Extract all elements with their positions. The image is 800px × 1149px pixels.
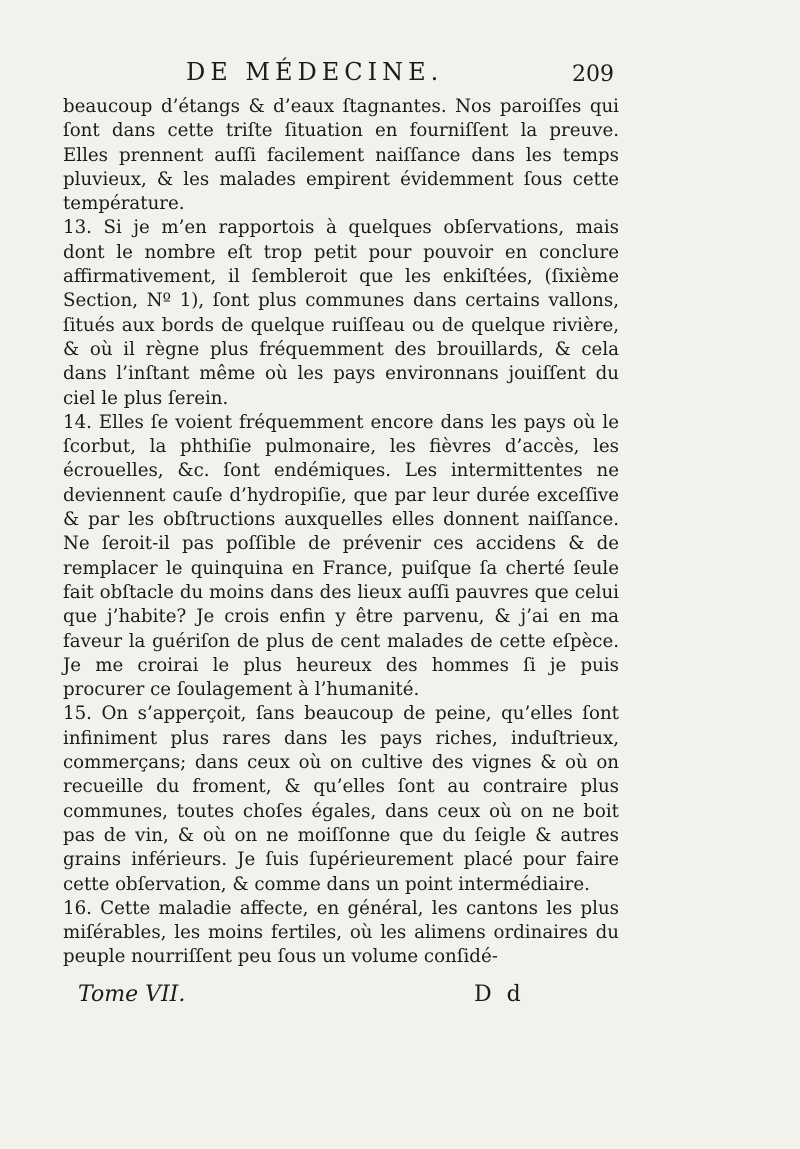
volume-label: Tome VII. [78,982,186,1007]
running-head: DE MÉDECINE. [186,58,444,86]
paragraph-continuation: beaucoup d’étangs & d’eaux ſtagnantes. Nos paroiſſes qui ſont dans cette triſte ſituation en fourniſſent la preuve. Elles prennent auſſi facilement naiſſance dans les temps pluvieux, & les malades empirent évidemment ſous cette température. [63,96,619,215]
page-number: 209 [572,62,614,87]
paragraph-14: 14. Elles ſe voient fréquemment encore dans les pays où le ſcorbut, la phthiſie pulmonaire, les fièvres d’accès, les écrouelles, &c. ſont endémiques. Les intermittentes ne deviennent cauſe d’hydropiſie, que par leur durée exceſſive & par les obſtructions auxquelles elles donnent naiſſance. Ne ſeroit-il pas poſſible de prévenir ces accidens & de remplacer le quinquina en France, puiſque ſa cherté ſeule fait obſtacle du moins dans des lieux auſſi pauvres que celui que j’habite? Je crois enfin y être parvenu, & j’ai en ma faveur la guériſon de plus de cent malades de cette eſpèce. Je me croirai le plus heureux des hommes ſi je puis procurer ce ſoulagement à l’humanité. [63,411,619,701]
page-footer [0,982,800,1016]
body-text [63,95,619,970]
paragraph-16: 16. Cette maladie affecte, en général, les cantons les plus miſérables, les moins fertiles, où les alimens ordinaires du peuple nourriſſent peu ſous un volume conſidé- [63,897,619,968]
paragraph-13: 13. Si je m’en rapportois à quelques obſervations, mais dont le nombre eſt trop petit pour pouvoir en conclure affirmativement, il ſembleroit que les enkiſtées, (ſixième Section, Nº 1), ſont plus communes dans certains vallons, ſitués aux bords de quelque ruiſſeau ou de quelque rivière, & où il règne plus fréquemment des brouillards, & cela dans l’inſtant même où les pays environnans jouiſſent du ciel le plus ſerein. [63,217,619,409]
paragraph-15: 15. On s’apperçoit, ſans beaucoup de peine, qu’elles ſont infiniment plus rares dans les pays riches, induſtrieux, commerçans; dans ceux où on cultive des vignes & où on recueille du froment, & qu’elles ſont au contraire plus communes, toutes choſes égales, dans ceux où on ne boit pas de vin, & où on ne moiſſonne que du ſeigle & autres grains inférieurs. Je ſuis ſupérieurement placé pour faire cette obſervation, & comme dans un point intermédiaire. [63,703,619,895]
page-header [0,58,800,94]
signature-mark: D d [474,982,525,1007]
